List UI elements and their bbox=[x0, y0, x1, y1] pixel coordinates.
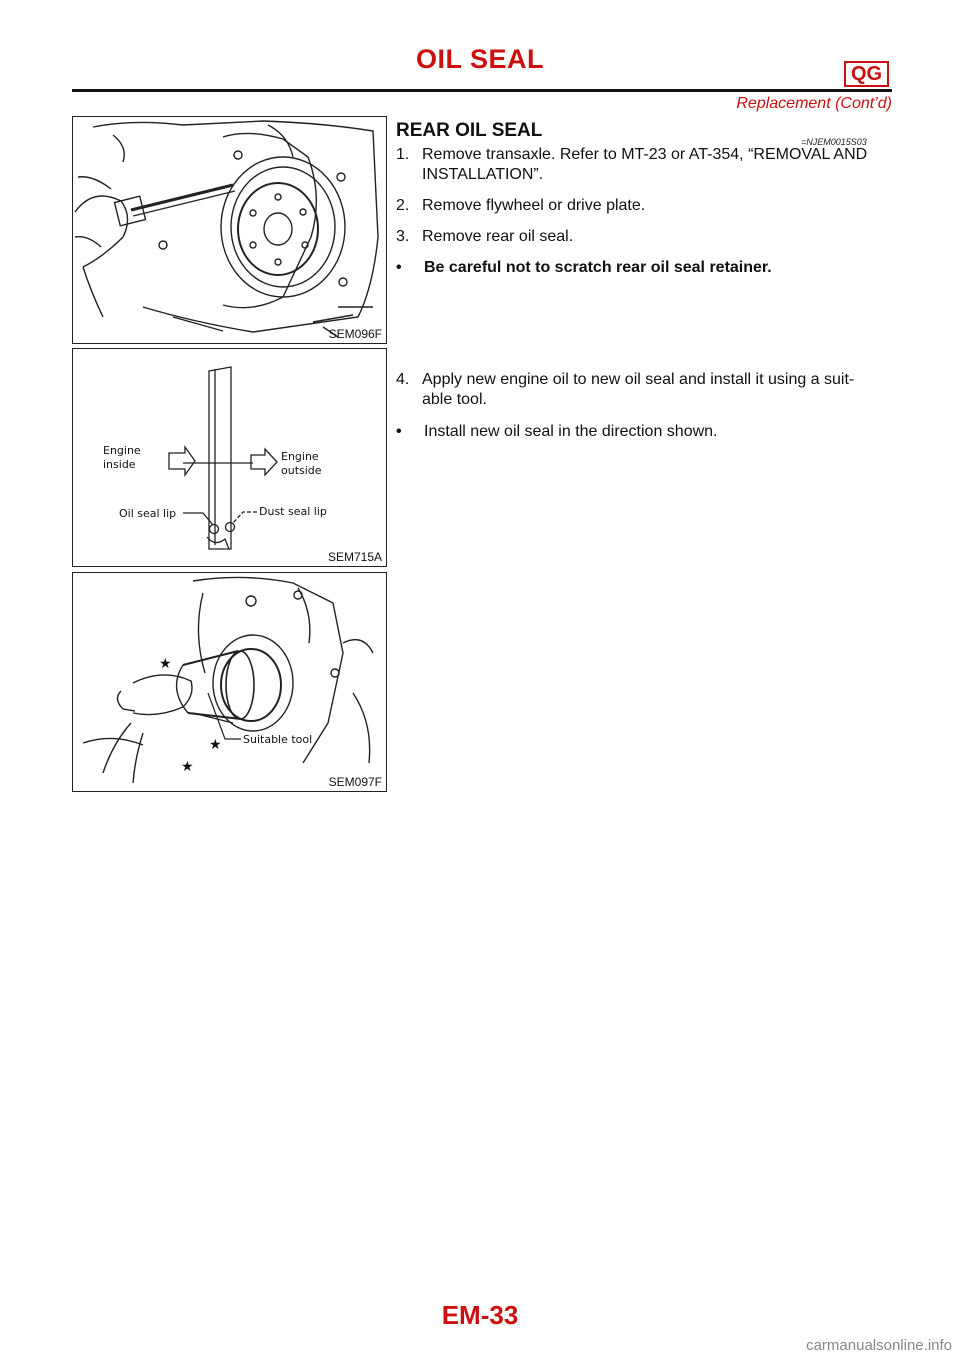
section-title: REAR OIL SEAL bbox=[396, 120, 543, 141]
engine-badge: QG bbox=[844, 61, 889, 87]
step-4-text-line1: Apply new engine oil to new oil seal and install it using a suit- bbox=[422, 371, 855, 388]
step-number: 3. bbox=[396, 228, 410, 245]
star-icon: ★ bbox=[209, 737, 222, 753]
dust-seal-lip-label: Dust seal lip bbox=[259, 505, 327, 518]
caution-text: Be careful not to scratch rear oil seal retainer. bbox=[424, 259, 772, 276]
step-2-text: Remove flywheel or drive plate. bbox=[422, 197, 646, 214]
figure-code: SEM096F bbox=[328, 327, 382, 341]
step-number: 4. bbox=[396, 371, 410, 388]
step-3-text: Remove rear oil seal. bbox=[422, 228, 574, 245]
step-2 bbox=[396, 196, 896, 216]
figure-code: SEM715A bbox=[327, 550, 382, 564]
seal-direction-diagram bbox=[73, 349, 386, 566]
step-number: 2. bbox=[396, 197, 410, 214]
install-direction-text: Install new oil seal in the direction shown. bbox=[424, 423, 718, 440]
figure-install-oil-seal bbox=[72, 572, 387, 792]
header-rule bbox=[72, 89, 892, 92]
oil-seal-lip-label: Oil seal lip bbox=[119, 507, 177, 520]
install-bullet bbox=[396, 422, 718, 442]
figure-code: SEM097F bbox=[328, 775, 382, 789]
star-icon: ★ bbox=[181, 759, 194, 775]
remove-oil-seal-illustration bbox=[73, 117, 386, 343]
watermark: carmanualsonline.info bbox=[806, 1337, 952, 1354]
step-1-text-line1: Remove transaxle. Refer to MT-23 or AT-354, “REMOVAL AND bbox=[422, 146, 868, 163]
page-title: OIL SEAL bbox=[415, 44, 545, 74]
step-1-text-line2: INSTALLATION”. bbox=[422, 166, 544, 183]
caution-bullet bbox=[396, 258, 772, 278]
engine-outside-label-1: Engine bbox=[281, 450, 319, 463]
step-number: 1. bbox=[396, 146, 410, 163]
figure-seal-direction bbox=[72, 348, 387, 567]
step-4-text-line2: able tool. bbox=[422, 391, 487, 408]
bullet-icon: • bbox=[396, 423, 402, 440]
step-4 bbox=[396, 370, 896, 410]
step-3 bbox=[396, 227, 896, 247]
star-icon: ★ bbox=[159, 656, 172, 672]
section-reference-code: =NJEM0015S03 bbox=[801, 137, 867, 147]
engine-outside-label-2: outside bbox=[281, 464, 322, 477]
install-oil-seal-illustration bbox=[73, 573, 386, 791]
suitable-tool-label: Suitable tool bbox=[243, 733, 313, 746]
page-subtitle: Replacement (Cont’d) bbox=[736, 95, 892, 112]
figure-remove-oil-seal bbox=[72, 116, 387, 344]
engine-inside-label-1: Engine bbox=[103, 444, 141, 457]
page-number: EM-33 bbox=[441, 1300, 519, 1330]
bullet-icon: • bbox=[396, 259, 402, 276]
step-1 bbox=[396, 145, 896, 185]
engine-inside-label-2: inside bbox=[103, 458, 136, 471]
